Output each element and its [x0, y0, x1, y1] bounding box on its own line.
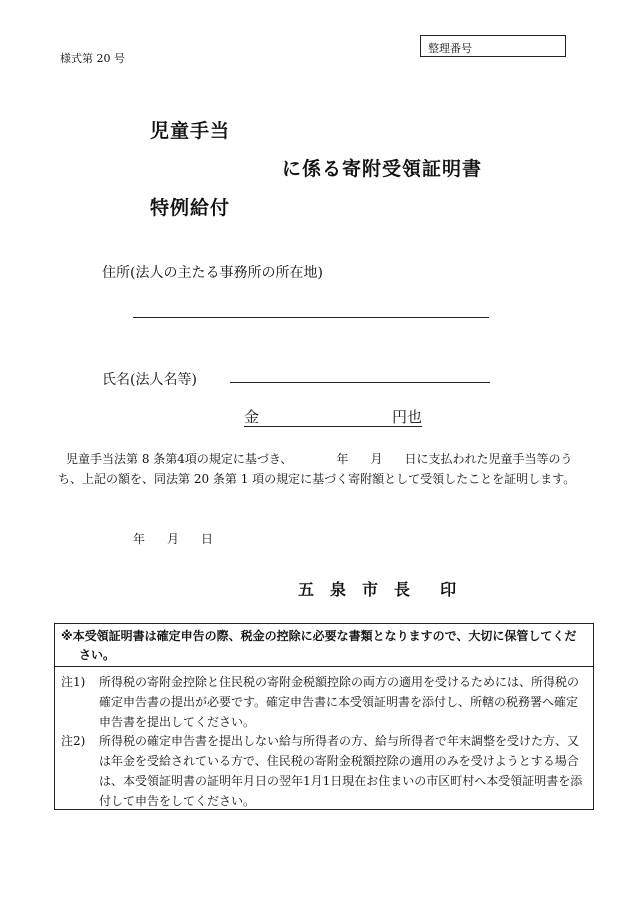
seal-char: 泉 — [330, 580, 349, 599]
title-line-3: 特例給付 — [150, 197, 231, 219]
payment-month: 月 — [370, 452, 383, 466]
address-label: 住所(法人の主たる事務所の所在地) — [102, 265, 323, 281]
reference-number-label: 整理番号 — [428, 42, 472, 55]
note-tag: 注1) — [61, 675, 86, 689]
seal-char: 五 — [298, 580, 317, 599]
name-field[interactable] — [230, 382, 490, 383]
notes-box — [54, 623, 594, 810]
note-tag: 注2) — [61, 734, 86, 748]
mayor-seal — [298, 577, 472, 600]
seal-char: 長 — [394, 580, 413, 599]
name-label: 氏名(法人名等) — [102, 372, 197, 388]
seal-char: 市 — [362, 580, 381, 599]
title-line-2: に係る寄附受領証明書 — [282, 158, 483, 180]
seal-mark: 印 — [440, 580, 459, 599]
note-text: 所得税の寄附金控除と住民税の寄附金税額控除の両方の適用を受けるためには、所得税の確定申告書の提出が必要です。確定申告書に本受領証明書を添付し、所轄の税務署へ確定申告書を提出してください。 — [99, 675, 580, 729]
note-item — [61, 731, 587, 811]
issue-month: 月 — [167, 532, 180, 546]
note-item — [61, 672, 587, 732]
reference-number-box[interactable] — [420, 35, 566, 57]
amount-field[interactable] — [244, 406, 422, 427]
certification-text — [58, 449, 578, 489]
issue-year: 年 — [133, 532, 146, 546]
address-field[interactable] — [133, 317, 489, 318]
issue-date — [133, 530, 235, 547]
amount-prefix: 金 — [244, 408, 260, 426]
notes-header: ※本受領証明書は確定申告の際、税金の控除に必要な書類となりますので、大切に保管してください。 — [55, 624, 593, 667]
payment-year: 年 — [336, 452, 349, 466]
issue-day: 日 — [201, 532, 214, 546]
title-line-1: 児童手当 — [150, 120, 231, 142]
form-number: 様式第 20 号 — [60, 52, 125, 65]
certification-text-part1: 児童手当法第 8 条第4項の規定に基づき、 — [66, 452, 293, 466]
amount-suffix: 円也 — [391, 408, 422, 426]
certification-text-part2: 日に支払われた児童手当等のうち、上記の額を、同法第 20 条第 1 項の規定に基づく寄附額として受領したことを証明します。 — [58, 452, 576, 486]
note-text: 所得税の確定申告書を提出しない給与所得者の方、給与所得者で年末調整を受けた方、又は年金を受給されている方で、住民税の寄附金税額控除の適用のみを受けようとする場合は、本受領証明書の証明年月日の翌年1月1日現在お住まいの市区町村へ本受領証明書を添付して申告をしてください。 — [99, 734, 583, 808]
